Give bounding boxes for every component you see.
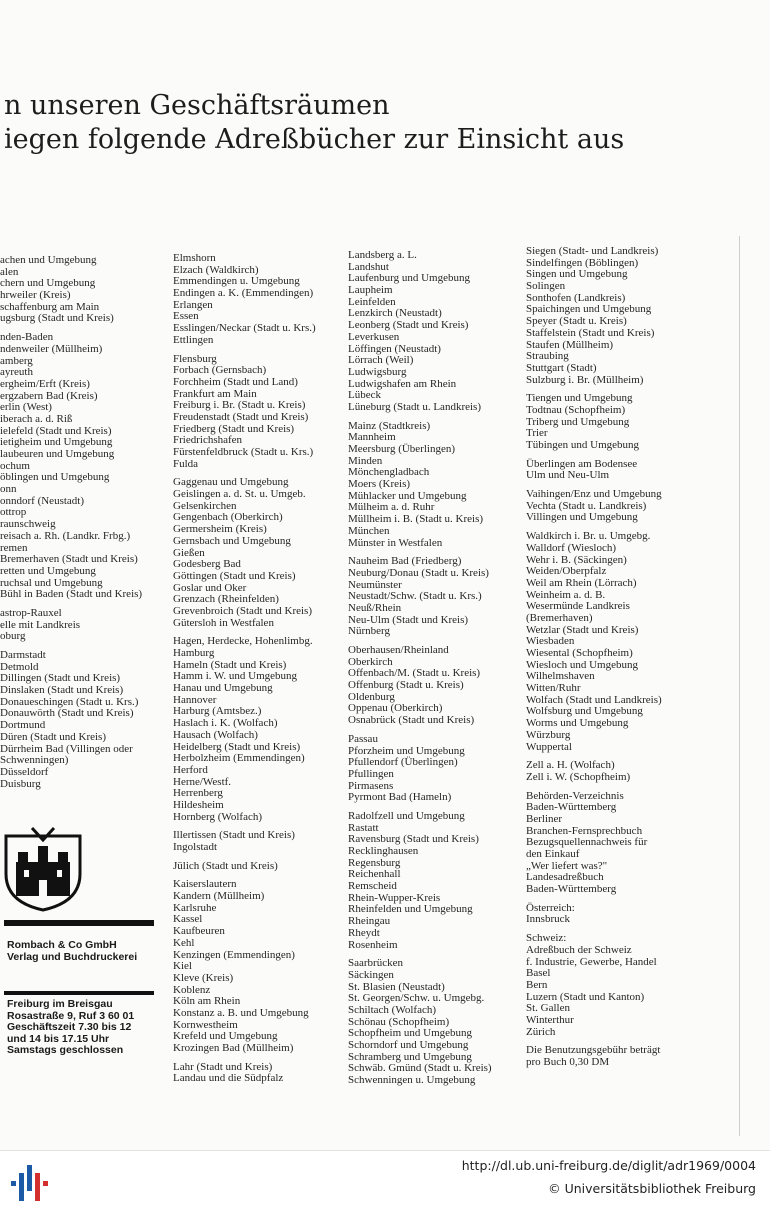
address-line: Geschäftszeit 7.30 bis 12 xyxy=(7,1021,132,1033)
directory-entry: hrweiler (Kreis) xyxy=(0,289,71,302)
directory-entry: Bremerhaven (Stadt und Kreis) xyxy=(0,553,138,566)
directory-entry: Hagen, Herdecke, Hohenlimbg. xyxy=(173,635,313,648)
directory-column-4 xyxy=(526,246,696,1069)
directory-entry: Koblenz xyxy=(173,983,211,996)
directory-entry: Waldkirch i. Br. u. Umgebg. xyxy=(526,530,651,543)
directory-entry: Kaufbeuren xyxy=(173,925,225,938)
directory-entry: Kenzingen (Emmendingen) xyxy=(173,948,295,961)
directory-entry: Lahr (Stadt und Kreis) xyxy=(173,1060,273,1073)
directory-entry: Emmendingen u. Umgebung xyxy=(173,275,300,288)
directory-entry: Endingen a. K. (Emmendingen) xyxy=(173,287,314,300)
directory-entry: Pfullingen xyxy=(348,767,394,780)
directory-entry: Kiel xyxy=(173,960,192,973)
directory-entry: Landesadreßbuch xyxy=(526,871,604,884)
directory-entry: Dürrheim Bad (Villingen oder xyxy=(0,742,133,755)
directory-entry: Kornwestheim xyxy=(173,1018,238,1031)
directory-entry: Wuppertal xyxy=(526,740,572,753)
directory-entry: oburg xyxy=(0,630,26,643)
directory-entry: Schiltach (Wolfach) xyxy=(348,1003,436,1016)
directory-entry: Oberkirch xyxy=(348,655,393,668)
page-heading-line-1: n unseren Geschäftsräumen xyxy=(4,90,390,121)
directory-entry: Schopfheim und Umgebung xyxy=(348,1027,473,1040)
directory-entry: Saarbrücken xyxy=(348,957,403,970)
directory-entry: Überlingen am Bodensee xyxy=(526,457,638,470)
directory-entry: Singen und Umgebung xyxy=(526,268,628,281)
directory-entry: Müllheim i. B. (Stadt u. Kreis) xyxy=(348,513,484,526)
directory-entry: Köln am Rhein xyxy=(173,995,241,1008)
directory-entry: Staffelstein (Stadt und Kreis) xyxy=(526,326,655,339)
directory-entry: achen und Umgebung xyxy=(0,255,97,266)
viewer-footer xyxy=(0,1150,770,1208)
directory-entry: Jülich (Stadt und Kreis) xyxy=(173,859,278,872)
publisher-rule-thick xyxy=(4,920,154,926)
directory-entry: Pyrmont Bad (Hameln) xyxy=(348,791,452,804)
directory-entry: Neuß/Rhein xyxy=(348,601,402,614)
publisher-name-block xyxy=(7,940,137,963)
directory-entry: Göttingen (Stadt und Kreis) xyxy=(173,569,296,582)
directory-entry: Bühl in Baden (Stadt und Kreis) xyxy=(0,588,143,601)
directory-entry: retten und Umgebung xyxy=(0,564,96,577)
directory-entry: Essen xyxy=(173,310,199,323)
directory-entry: Hameln (Stadt und Kreis) xyxy=(173,658,287,671)
directory-entry: Behörden-Verzeichnis xyxy=(526,789,624,802)
directory-entry: Kehl xyxy=(173,936,195,949)
directory-entry: Passau xyxy=(348,732,378,745)
directory-entry: Friedrichshafen xyxy=(173,434,243,447)
directory-entry: Landsberg a. L. xyxy=(348,250,417,261)
directory-entry: Berliner xyxy=(526,812,563,825)
directory-entry: Münster in Westfalen xyxy=(348,536,443,549)
directory-entry: Wesermünde Landkreis xyxy=(526,600,630,613)
directory-entry: Pirmasens xyxy=(348,779,394,792)
directory-entry: Reichenhall xyxy=(348,868,401,881)
directory-entry: ugsburg (Stadt und Kreis) xyxy=(0,312,114,325)
directory-entry: Donauwörth (Stadt und Kreis) xyxy=(0,707,134,720)
directory-entry: Laupheim xyxy=(348,284,393,297)
directory-entry: Die Benutzungsgebühr beträgt xyxy=(526,1044,661,1057)
directory-entry: Gaggenau und Umgebung xyxy=(173,476,289,489)
directory-entry: ndenweiler (Müllheim) xyxy=(0,342,103,355)
directory-entry: Gütersloh in Westfalen xyxy=(173,616,274,629)
directory-entry: astrop-Rauxel xyxy=(0,606,62,619)
directory-entry: Lörrach (Weil) xyxy=(348,354,414,367)
directory-entry: Sulzburg i. Br. (Müllheim) xyxy=(526,373,644,386)
directory-entry: Pforzheim und Umgebung xyxy=(348,744,465,757)
directory-entry: Düren (Stadt und Kreis) xyxy=(0,730,107,743)
directory-entry: Innsbruck xyxy=(526,913,570,926)
directory-entry: Nauheim Bad (Friedberg) xyxy=(348,555,462,568)
directory-entry: München xyxy=(348,524,390,537)
directory-entry: Mühlacker und Umgebung xyxy=(348,489,467,502)
directory-entry: Fürstenfeldbruck (Stadt u. Krs.) xyxy=(173,446,314,458)
directory-entry: Hamburg xyxy=(173,647,215,659)
publisher-rule-thin xyxy=(4,991,154,995)
directory-entry: Harburg (Amtsbez.) xyxy=(173,705,262,718)
directory-entry: Wetzlar (Stadt und Kreis) xyxy=(526,623,639,636)
directory-entry: Wilhelmshaven xyxy=(526,670,595,683)
directory-entry: Ludwigshafen am Rhein xyxy=(348,377,457,390)
directory-entry: den Einkauf xyxy=(526,848,580,860)
directory-entry: onndorf (Neustadt) xyxy=(0,494,85,507)
directory-entry: Siegen (Stadt- und Landkreis) xyxy=(526,246,659,257)
directory-entry: Kleve (Kreis) xyxy=(173,971,234,984)
directory-entry: Offenburg (Stadt u. Kreis) xyxy=(348,679,464,692)
directory-entry: (Bremerhaven) xyxy=(526,611,593,624)
directory-entry: Zürich xyxy=(526,1025,556,1038)
directory-entry: ergzabern Bad (Kreis) xyxy=(0,389,98,402)
directory-entry: Leinfelden xyxy=(348,295,396,308)
directory-entry: Rhein-Wupper-Kreis xyxy=(348,891,441,904)
directory-entry: Laufenburg und Umgebung xyxy=(348,272,470,285)
directory-entry: Tiengen und Umgebung xyxy=(526,392,633,405)
directory-entry: Baden-Württemberg xyxy=(526,883,617,896)
directory-entry: Witten/Ruhr xyxy=(526,682,581,695)
directory-entry: Wehr i. B. (Säckingen) xyxy=(526,553,627,566)
directory-entry: Freudenstadt (Stadt und Kreis) xyxy=(173,410,309,423)
directory-entry: Moers (Kreis) xyxy=(348,478,411,491)
directory-entry: St. Blasien (Neustadt) xyxy=(348,980,445,993)
directory-entry: Frankfurt am Main xyxy=(173,387,257,400)
directory-entry: Elmshorn xyxy=(173,253,216,264)
publisher-subtitle: Verlag und Buchdruckerei xyxy=(7,950,138,963)
directory-entry: Trier xyxy=(526,427,548,440)
directory-entry: Meersburg (Überlingen) xyxy=(348,443,456,455)
directory-entry: ergheim/Erft (Kreis) xyxy=(0,377,90,390)
directory-entry: St. Gallen xyxy=(526,1002,570,1015)
directory-entry: ietigheim und Umgebung xyxy=(0,436,113,449)
directory-entry: elle mit Landkreis xyxy=(0,618,81,631)
directory-entry: Goslar und Oker xyxy=(173,581,247,594)
directory-entry: Spaichingen und Umgebung xyxy=(526,303,652,316)
directory-entry: Krefeld und Umgebung xyxy=(173,1030,278,1043)
directory-entry: Ettlingen xyxy=(173,333,214,346)
directory-entry: Fulda xyxy=(173,457,199,470)
directory-entry: Gengenbach (Oberkirch) xyxy=(173,511,283,524)
directory-entry: Grenzach (Rheinfelden) xyxy=(173,593,279,606)
directory-entry: Lübeck xyxy=(348,389,381,402)
directory-entry: Würzburg xyxy=(526,728,571,741)
directory-entry: Konstanz a. B. und Umgebung xyxy=(173,1006,309,1019)
directory-entry: öblingen und Umgebung xyxy=(0,471,110,484)
directory-entry: Gernsbach und Umgebung xyxy=(173,534,291,547)
directory-entry: Ravensburg (Stadt und Kreis) xyxy=(348,833,479,846)
directory-entry: alen xyxy=(0,265,19,278)
directory-entry: Hamm i. W. und Umgebung xyxy=(173,670,298,683)
directory-entry: Baden-Württemberg xyxy=(526,801,617,814)
directory-entry: Neuburg/Donau (Stadt u. Kreis) xyxy=(348,566,489,579)
directory-entry: Walldorf (Wiesloch) xyxy=(526,541,616,554)
directory-entry: Kassel xyxy=(173,913,203,926)
directory-entry: Pfullendorf (Überlingen) xyxy=(348,756,458,769)
directory-entry: Zell i. W. (Schopfheim) xyxy=(526,770,631,783)
directory-entry: Mannheim xyxy=(348,431,396,444)
directory-entry: Leonberg (Stadt und Kreis) xyxy=(348,319,469,332)
directory-entry: Mainz (Stadtkreis) xyxy=(348,419,431,432)
address-line: und 14 bis 17.15 Uhr xyxy=(7,1032,110,1045)
university-library-logo[interactable] xyxy=(9,1163,49,1203)
directory-entry: Germersheim (Kreis) xyxy=(173,523,267,536)
directory-entry: Basel xyxy=(526,967,551,980)
directory-entry: Oberhausen/Rheinland xyxy=(348,644,449,656)
directory-entry: Illertissen (Stadt und Kreis) xyxy=(173,829,295,842)
directory-entry: Flensburg xyxy=(173,352,217,365)
directory-entry: Remscheid xyxy=(348,880,397,893)
directory-entry: Hanau und Umgebung xyxy=(173,682,273,695)
page-heading-line-2: iegen folgende Adreßbücher zur Einsicht aus xyxy=(4,124,625,155)
publisher-name: Rombach & Co GmbH xyxy=(7,939,117,951)
directory-entry: erlin (West) xyxy=(0,401,52,414)
directory-entry: Offenbach/M. (Stadt u. Kreis) xyxy=(348,667,481,680)
directory-entry: Bern xyxy=(526,978,548,991)
directory-entry: ielefeld (Stadt und Kreis) xyxy=(0,424,112,437)
directory-entry: Neu-Ulm (Stadt und Kreis) xyxy=(348,613,469,626)
directory-entry: Herrenberg xyxy=(173,787,223,800)
directory-entry: Hornberg (Wolfach) xyxy=(173,810,263,823)
address-line: Freiburg im Breisgau xyxy=(7,998,113,1010)
directory-column-3 xyxy=(348,250,516,1087)
directory-entry: Osnabrück (Stadt und Kreis) xyxy=(348,714,475,727)
directory-entry: Vaihingen/Enz und Umgebung xyxy=(526,488,662,501)
directory-entry: ayreuth xyxy=(0,366,33,379)
directory-entry: Schönau (Schopfheim) xyxy=(348,1015,450,1028)
directory-entry: „Wer liefert was?" xyxy=(526,859,608,872)
directory-entry: Villingen und Umgebung xyxy=(526,511,638,524)
directory-entry: Löffingen (Neustadt) xyxy=(348,342,441,355)
directory-entry: Haslach i. K. (Wolfach) xyxy=(173,717,278,730)
publisher-castle-logo xyxy=(2,826,84,912)
directory-entry: schaffenburg am Main xyxy=(0,300,100,313)
directory-entry: Luzern (Stadt und Kanton) xyxy=(526,990,645,1003)
directory-entry: Speyer (Stadt u. Kreis) xyxy=(526,315,627,328)
directory-entry: Rheydt xyxy=(348,926,380,939)
directory-entry: Weil am Rhein (Lörrach) xyxy=(526,576,637,589)
publisher-address-block xyxy=(7,999,134,1057)
directory-entry: Hausach (Wolfach) xyxy=(173,728,258,741)
copyright-notice: © Universitätsbibliothek Freiburg xyxy=(548,1181,756,1196)
directory-entry: Forbach (Gernsbach) xyxy=(173,364,267,377)
directory-entry: Esslingen/Neckar (Stadt u. Krs.) xyxy=(173,322,316,335)
directory-entry: Sindelfingen (Böblingen) xyxy=(526,256,639,269)
directory-entry: Donaueschingen (Stadt u. Krs.) xyxy=(0,695,139,708)
directory-entry: ruchsal und Umgebung xyxy=(0,576,103,589)
directory-entry: Nürnberg xyxy=(348,625,390,638)
directory-entry: remen xyxy=(0,541,28,554)
directory-entry: Krozingen Bad (Müllheim) xyxy=(173,1042,294,1054)
directory-entry: Geislingen a. d. St. u. Umgeb. xyxy=(173,488,306,501)
directory-entry: Schwäb. Gmünd (Stadt u. Kreis) xyxy=(348,1062,492,1075)
directory-entry: laubeuren und Umgebung xyxy=(0,448,115,460)
directory-entry: Rosenheim xyxy=(348,938,398,951)
directory-entry: Recklinghausen xyxy=(348,845,419,857)
directory-column-1 xyxy=(0,255,160,790)
directory-entry: Kaiserslautern xyxy=(173,878,237,891)
directory-entry: Lenzkirch (Neustadt) xyxy=(348,307,442,320)
directory-entry: Wiesloch und Umgebung xyxy=(526,658,638,671)
page-edge-line xyxy=(739,236,740,1136)
directory-entry: onn xyxy=(0,483,17,496)
directory-entry: Herbolzheim (Emmendingen) xyxy=(173,752,305,765)
directory-entry: Ulm und Neu-Ulm xyxy=(526,469,610,482)
directory-entry: Adreßbuch der Schweiz xyxy=(526,943,632,956)
directory-entry: Staufen (Müllheim) xyxy=(526,338,614,351)
directory-entry: Karlsruhe xyxy=(173,901,217,914)
directory-entry: Ingolstadt xyxy=(173,841,217,853)
directory-entry: Stuttgart (Stadt) xyxy=(526,361,597,374)
directory-entry: Landau und die Südpfalz xyxy=(173,1072,284,1085)
directory-entry: Schwenningen u. Umgebung xyxy=(348,1074,476,1087)
directory-entry: Godesberg Bad xyxy=(173,558,241,571)
directory-entry: Düsseldorf xyxy=(0,765,49,778)
directory-entry: Bezugsquellennachweis für xyxy=(526,836,648,849)
directory-entry: Detmold xyxy=(0,660,39,673)
directory-entry: Dinslaken (Stadt und Kreis) xyxy=(0,684,124,697)
directory-entry: nden-Baden xyxy=(0,331,54,344)
directory-entry: Wiesbaden xyxy=(526,635,575,648)
directory-entry: Schramberg und Umgebung xyxy=(348,1050,472,1063)
directory-entry: Schorndorf und Umgebung xyxy=(348,1039,469,1051)
directory-entry: Neustadt/Schw. (Stadt u. Krs.) xyxy=(348,590,482,603)
directory-entry: iberach a. d. Riß xyxy=(0,412,73,425)
directory-entry: Vechta (Stadt u. Landkreis) xyxy=(526,499,647,512)
directory-entry: Minden xyxy=(348,454,383,467)
directory-entry: Gießen xyxy=(173,546,205,559)
directory-entry: Freiburg i. Br. (Stadt u. Kreis) xyxy=(173,399,306,412)
directory-entry: Heidelberg (Stadt und Kreis) xyxy=(173,740,301,753)
directory-entry: Lüneburg (Stadt u. Landkreis) xyxy=(348,400,481,413)
permalink-url[interactable]: http://dl.ub.uni-freiburg.de/diglit/adr1969/0004 xyxy=(461,1158,756,1173)
directory-entry: Erlangen xyxy=(173,298,213,311)
directory-entry: Solingen xyxy=(526,280,566,293)
directory-entry: Schwenningen) xyxy=(0,754,69,767)
directory-entry: Todtnau (Schopfheim) xyxy=(526,403,626,416)
directory-entry: St. Georgen/Schw. u. Umgebg. xyxy=(348,992,485,1005)
directory-entry: Duisburg xyxy=(0,777,41,790)
directory-entry: Herne/Westf. xyxy=(173,775,232,788)
directory-entry: Neumünster xyxy=(348,578,402,591)
directory-entry: Kandern (Müllheim) xyxy=(173,890,265,903)
directory-entry: Straubing xyxy=(526,350,569,363)
directory-entry: Hildesheim xyxy=(173,798,224,811)
directory-entry: amberg xyxy=(0,354,33,367)
directory-entry: Dortmund xyxy=(0,719,46,732)
directory-entry: Landshut xyxy=(348,260,389,273)
directory-entry: Rheingau xyxy=(348,915,391,928)
directory-entry: Leverkusen xyxy=(348,330,400,343)
directory-entry: Weinheim a. d. B. xyxy=(526,588,606,601)
directory-entry: Oldenburg xyxy=(348,690,395,703)
directory-entry: Herford xyxy=(173,763,208,776)
directory-entry: Friedberg (Stadt und Kreis) xyxy=(173,422,295,435)
directory-entry: Oppenau (Oberkirch) xyxy=(348,702,443,715)
directory-entry: Mönchengladbach xyxy=(348,466,430,479)
directory-entry: Rastatt xyxy=(348,821,379,834)
directory-entry: Hannover xyxy=(173,693,217,706)
directory-entry: Dillingen (Stadt und Kreis) xyxy=(0,672,121,685)
directory-entry: pro Buch 0,30 DM xyxy=(526,1056,610,1068)
address-line: Samstags geschlossen xyxy=(7,1044,124,1056)
directory-entry: Österreich: xyxy=(526,901,575,914)
address-line: Rosastraße 9, Ruf 3 60 01 xyxy=(7,1009,135,1022)
directory-entry: Elzach (Waldkirch) xyxy=(173,263,259,276)
directory-entry: Forchheim (Stadt und Land) xyxy=(173,375,298,388)
directory-entry: Worms und Umgebung xyxy=(526,717,629,730)
directory-entry: Branchen-Fernsprechbuch xyxy=(526,824,643,837)
directory-entry: Darmstadt xyxy=(0,649,46,661)
directory-entry: Ludwigsburg xyxy=(348,365,407,378)
directory-entry: Mülheim a. d. Ruhr xyxy=(348,501,435,514)
directory-entry: Grevenbroich (Stadt und Kreis) xyxy=(173,604,312,617)
directory-entry: Wiesental (Schopfheim) xyxy=(526,647,633,659)
directory-entry: raunschweig xyxy=(0,518,56,531)
directory-entry: ottrop xyxy=(0,506,27,519)
directory-entry: Zell a. H. (Wolfach) xyxy=(526,759,615,772)
directory-entry: Triberg und Umgebung xyxy=(526,415,630,428)
directory-entry: Säckingen xyxy=(348,968,394,981)
directory-entry: Wolfsburg und Umgebung xyxy=(526,705,643,718)
directory-entry: ochum xyxy=(0,459,30,472)
directory-entry: Regensburg xyxy=(348,856,401,869)
directory-entry: Winterthur xyxy=(526,1013,574,1026)
directory-entry: Weiden/Oberpfalz xyxy=(526,565,607,578)
directory-entry: Rheinfelden und Umgebung xyxy=(348,903,473,916)
directory-entry: Gelsenkirchen xyxy=(173,499,237,512)
directory-entry: Wolfach (Stadt und Landkreis) xyxy=(526,693,662,706)
directory-entry: chern und Umgebung xyxy=(0,277,96,290)
directory-entry: Radolfzell und Umgebung xyxy=(348,809,465,822)
directory-column-2 xyxy=(173,253,338,1085)
directory-entry: f. Industrie, Gewerbe, Handel xyxy=(526,955,657,968)
directory-entry: Schweiz: xyxy=(526,932,567,945)
directory-entry: Sonthofen (Landkreis) xyxy=(526,291,626,304)
directory-entry: reisach a. Rh. (Landkr. Frbg.) xyxy=(0,529,131,542)
directory-entry: Tübingen und Umgebung xyxy=(526,439,640,451)
